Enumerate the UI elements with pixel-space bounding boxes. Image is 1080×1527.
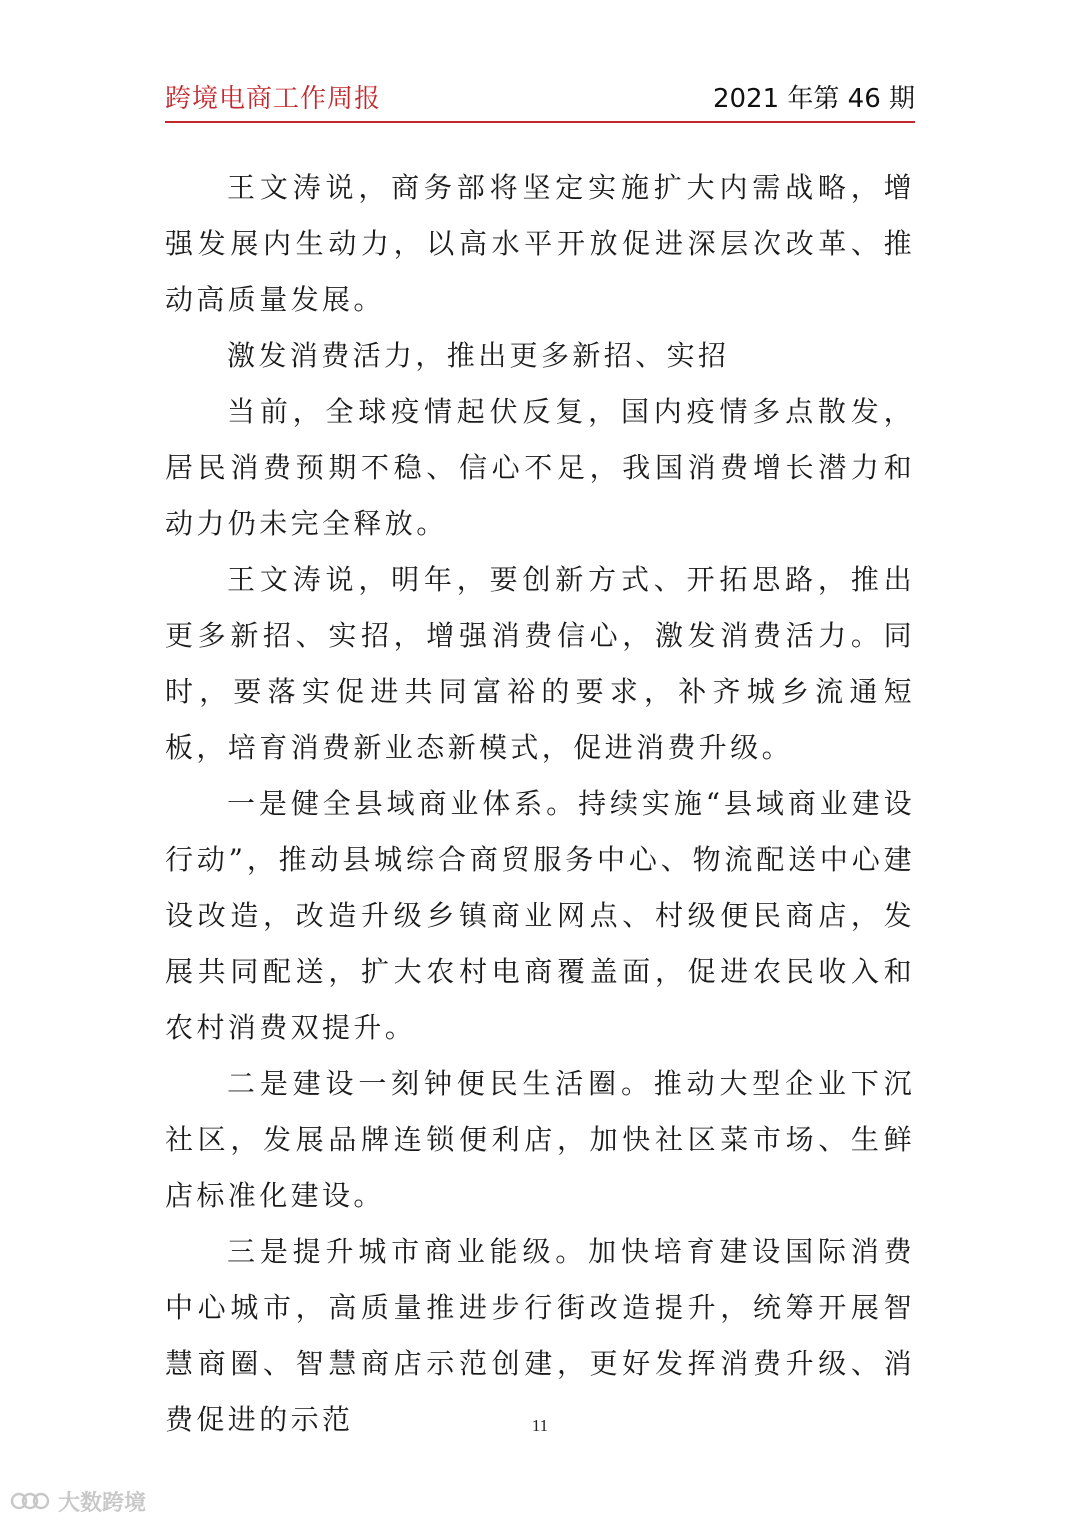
article-body	[165, 160, 915, 1448]
header-divider	[165, 121, 915, 123]
paragraph: 王文涛说，商务部将坚定实施扩大内需战略，增强发展内生动力，以高水平开放促进深层次改革、推动高质量发展。	[165, 171, 915, 316]
paragraph: 三是提升城市商业能级。加快培育建设国际消费中心城市，高质量推进步行街改造提升，统筹开展智慧商圈、智慧商店示范创建，更好发挥消费升级、消费促进的示范	[165, 1235, 915, 1436]
paragraph: 当前，全球疫情起伏反复，国内疫情多点散发，居民消费预期不稳、信心不足，我国消费增长潜力和动力仍未完全释放。	[165, 395, 915, 540]
page-header	[165, 78, 915, 118]
paragraph: 一是健全县域商业体系。持续实施“县域商业建设行动”，推动县城综合商贸服务中心、物流配送中心建设改造，改造升级乡镇商业网点、村级便民商店，发展共同配送，扩大农村电商覆盖面，促进农民收入和农村消费双提升。	[165, 787, 915, 1044]
publication-title: 跨境电商工作周报	[165, 84, 382, 114]
page-number: 11	[531, 1416, 549, 1435]
paragraph: 二是建设一刻钟便民生活圈。推动大型企业下沉社区，发展品牌连锁便利店，加快社区菜市场、生鲜店标准化建设。	[165, 1067, 915, 1212]
watermark-text: 大数跨境	[58, 1490, 147, 1516]
issue-number: 2021 年第 46 期	[712, 84, 915, 114]
paragraph: 王文涛说，明年，要创新方式、开拓思路，推出更多新招、实招，增强消费信心，激发消费活力。同时，要落实促进共同富裕的要求，补齐城乡流通短板，培育消费新业态新模式，促进消费升级。	[165, 563, 915, 764]
logo-icon	[10, 1489, 50, 1513]
section-heading: 激发消费活力，推出更多新招、实招	[227, 339, 730, 372]
watermark	[10, 1487, 146, 1515]
